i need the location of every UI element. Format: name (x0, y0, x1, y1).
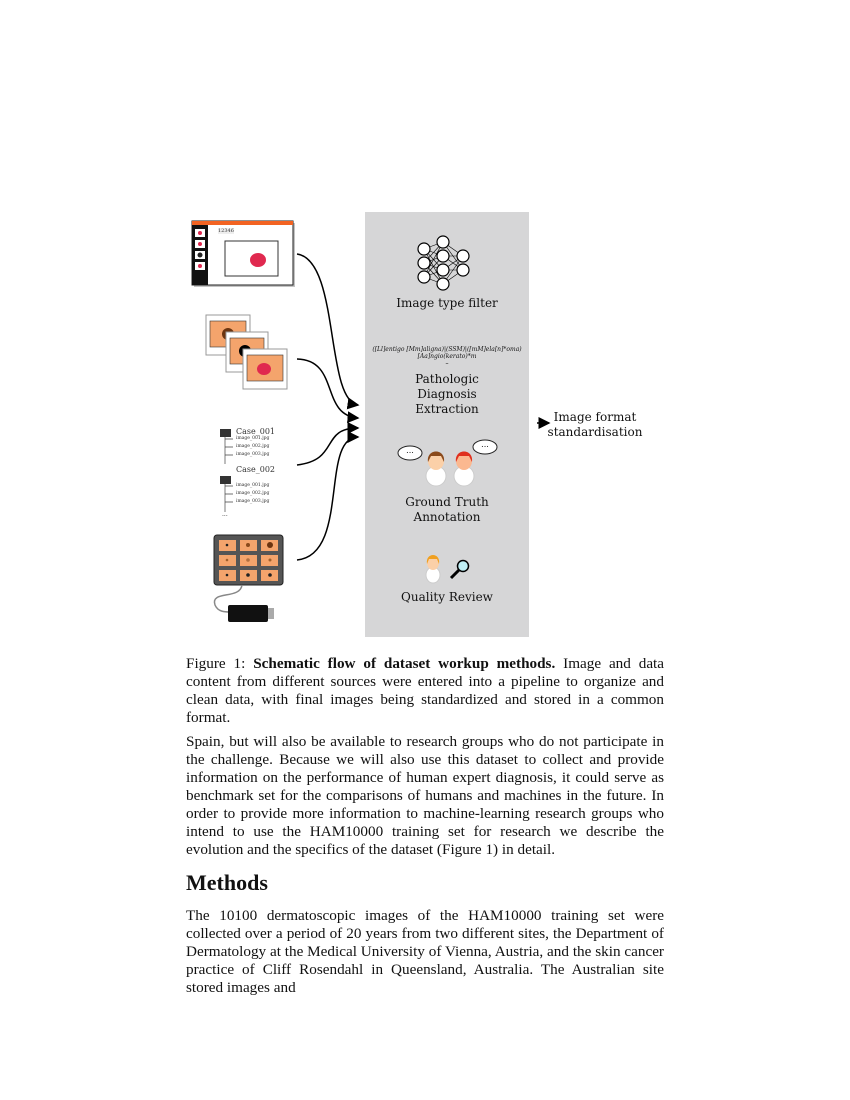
case-folder-2: Case_002 (236, 465, 275, 474)
file-list-2 (236, 482, 269, 506)
file-item: image_002.jpg (236, 444, 270, 449)
caption-text: Image and data content from different sources were entered into a pipeline to organize and clean data, with final images being standardized and stored in a common format. (186, 655, 665, 726)
step-quality-review: Quality Review (401, 590, 493, 604)
tree-more: ... (222, 511, 228, 518)
record-id: 12346 (218, 228, 234, 234)
file-list-1 (236, 435, 269, 459)
dermatoscope-device-icon (214, 535, 283, 622)
slides-icon (206, 315, 287, 389)
body-paragraph-1 (186, 733, 664, 859)
file-item: image_003.jpg (236, 452, 270, 457)
step-gt-2: Annotation (413, 510, 481, 524)
file-item: image_001.jpg (236, 483, 270, 488)
file-item: image_002.jpg (236, 491, 270, 496)
speech-bubble-text: ... (481, 440, 489, 449)
pipeline-panel (365, 212, 529, 637)
output-label-1: Image format (553, 410, 637, 424)
body-paragraph-2 (186, 907, 664, 997)
caption-label: Figure 1: (186, 655, 246, 672)
paragraph-text: The 10100 dermatoscopic images of the HAM10000 training set were collected over a period of 20 years from two different sites, the Department of Dermatology at the Medical University of Vienna, Austria, and the skin cancer practice of Cliff Rosendahl in Queensland, Australia. The Australian site stored images and (186, 907, 664, 996)
step-gt-1: Ground Truth (405, 495, 489, 509)
regex-line-1: ([Ll]entigo [Mm]aligna)|(SSM)|([mM]ela[n]*oma) (372, 346, 522, 353)
paragraph-text: Spain, but will also be available to research groups who do not participate in the challenge. Because we will also use this dataset to collect and provide information on the performance of human expert diagnosis, it could serve as benchmark set for the comparisons of humans and machines in the future. In order to provide more information to machine-learning research groups who intend to use the HAM10000 training set for research we describe the evolution and the specifics of the dataset (Figure 1) in detail. (186, 733, 664, 858)
folder-tree-icon (220, 429, 233, 512)
regex-dash: – (445, 360, 449, 367)
figure-caption (186, 655, 664, 727)
step-patho-3: Extraction (415, 402, 479, 416)
file-item: image_003.jpg (236, 499, 270, 504)
output-label-2: standardisation (547, 425, 643, 439)
section-heading-methods: Methods (186, 870, 268, 895)
step-patho-2: Diagnosis (417, 387, 477, 401)
speech-bubble-text: ... (406, 446, 414, 455)
step-image-type-filter: Image type filter (396, 296, 498, 310)
regex-line-2: [Aa]ngio(kerato)*m (417, 353, 477, 360)
case-folder-1: Case_001 (236, 427, 275, 436)
file-item: image_001.jpg (236, 436, 270, 441)
viewer-software-icon (192, 221, 295, 287)
step-patho-1: Pathologic (415, 372, 479, 386)
caption-title: Schematic flow of dataset workup methods. (253, 655, 556, 672)
